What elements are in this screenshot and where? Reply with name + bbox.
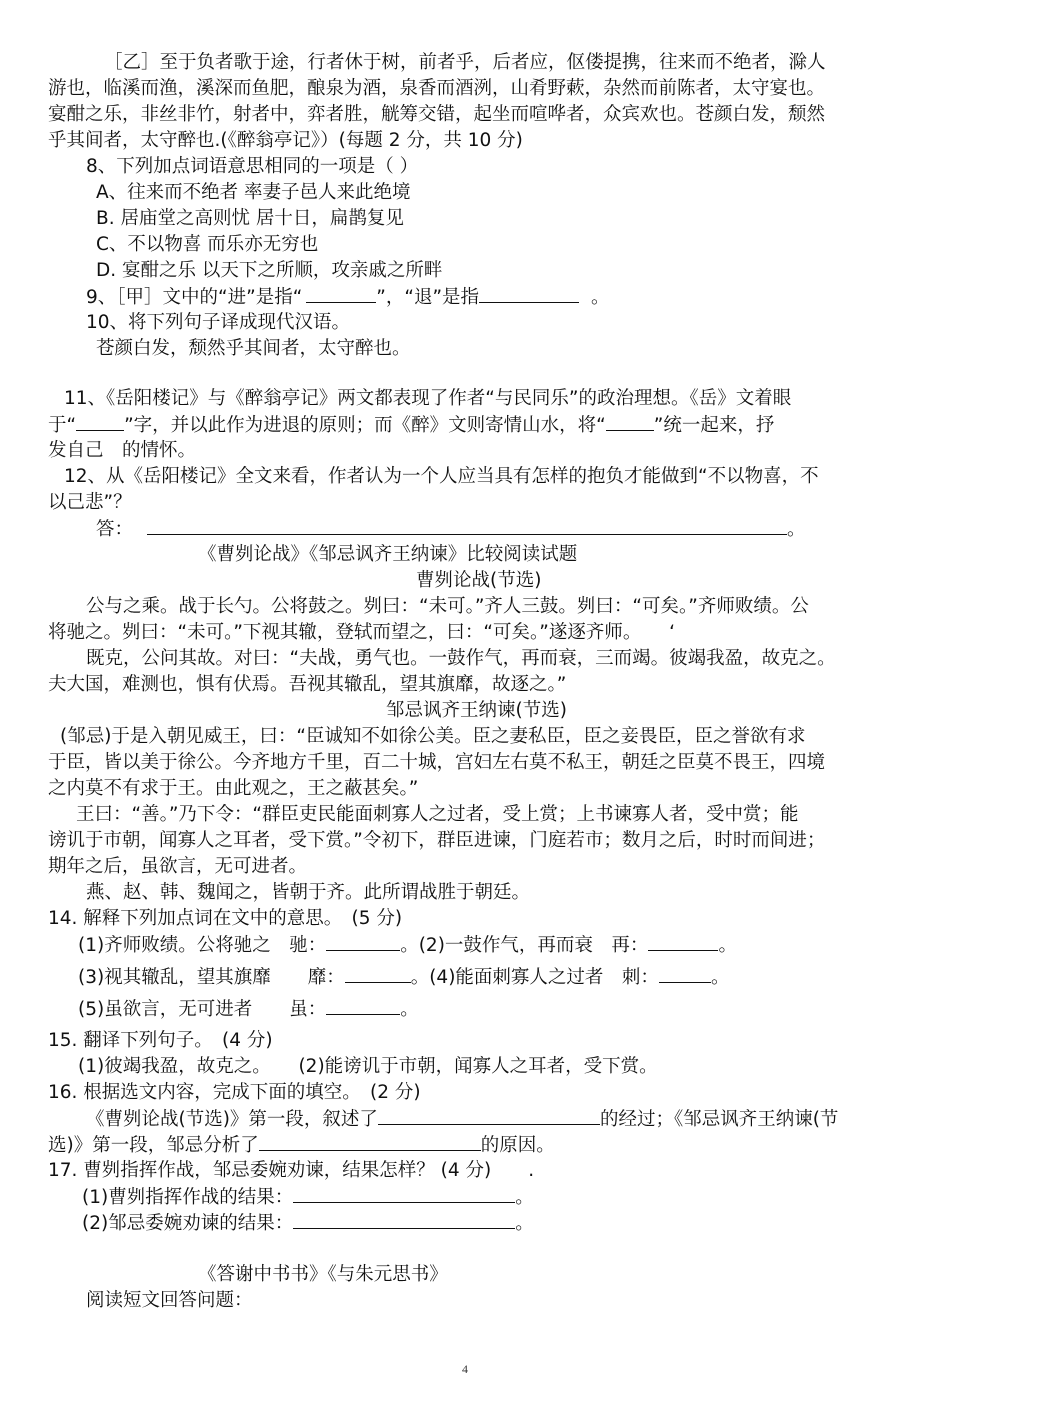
q9-part-2: ”，“退”是指	[376, 287, 480, 308]
q17-label-a: (1)曹刿指挥作战的结果：	[82, 1187, 294, 1208]
section2-subtitle-zouji: 邹忌讽齐王纳谏(节选)	[386, 700, 567, 721]
caogui-p2-line-1: 既克，公问其故。对曰：“夫战，勇气也。一鼓作气，再而衰，三而竭。彼竭我盈，故克之。	[86, 648, 836, 669]
q12-answer-end: 。	[787, 519, 806, 540]
section2-title: 《曹刿论战》《邹忌讽齐王纳谏》比较阅读试题	[198, 544, 578, 565]
q14-blank-zai[interactable]	[648, 932, 718, 951]
q11-text-a: 于“	[48, 415, 77, 436]
q12-line-1: 12、从《岳阳楼记》全文来看，作者认为一个人应当具有怎样的抱负才能做到“不以物喜，不	[64, 466, 819, 487]
q16-line-2	[48, 1132, 555, 1159]
q17-end-b: 。	[515, 1213, 534, 1234]
caogui-p2-line-2: 夫大国，难测也，惧有伏焉。吾视其辙乱，望其旗靡，故逐之。”	[48, 674, 567, 695]
section3-title: 《答谢中书书》《与朱元思书》	[198, 1264, 448, 1285]
q10-sentence: 苍颜白发，颓然乎其间者，太守醉也。	[96, 338, 411, 359]
q14-row-3-end: 。	[400, 999, 419, 1020]
q14-row-3	[78, 996, 419, 1023]
q11-line-1: 11、《岳阳楼记》与《醉翁亭记》两文都表现了作者“与民同乐”的政治理想。《岳》文着眼	[64, 388, 792, 409]
q10-stem: 10、将下列句子译成现代汉语。	[86, 312, 351, 333]
q15-items: (1)彼竭我盈，故克之。 (2)能谤讥于市朝，闻寡人之耳者，受下赏。	[78, 1056, 658, 1077]
q11-text-c: ”统一起来，抒	[653, 415, 775, 436]
zouji-p1-line-1: (邹忌)于是入朝见威王，曰：“臣诚知不如徐公美。臣之妻私臣，臣之妾畏臣，臣之誉欲有求	[60, 726, 806, 747]
passage-yi-line-2: 游也，临溪而渔，溪深而鱼肥，酿泉为酒，泉香而酒洌，山肴野蔌，杂然而前陈者，太守宴也。	[48, 78, 826, 99]
q11-line-2	[48, 412, 774, 439]
zouji-p2-line-3: 期年之后，虽欲言，无可进者。	[48, 856, 308, 877]
passage-yi-line-1: ［乙］至于负者歌于途，行者休于树，前者乎，后者应，伛偻提携，往来而不绝者，滁人	[104, 52, 826, 73]
q8-option-b: B. 居庙堂之高则忧 居十日，扁鹊复见	[96, 208, 404, 229]
zouji-p1-line-2: 于臣，皆以美于徐公。今齐地方千里，百二十城，宫妇左右莫不私王，朝廷之臣莫不畏王，四境	[48, 752, 826, 773]
q11-text-b: ”字，并以此作为进退的原则；而《醉》文则寄情山水，将“	[124, 415, 606, 436]
q16-blank-2[interactable]	[259, 1132, 481, 1151]
q14-item-4: 。(4)能面刺寡人之过者 刺：	[410, 967, 659, 988]
q14-item-3: (3)视其辙乱，望其旗靡 靡：	[78, 967, 345, 988]
q9-part-3: 。	[591, 287, 610, 308]
q17-blank-b[interactable]	[293, 1210, 515, 1229]
q16-text-c: 选)》第一段，邹忌分析了	[48, 1135, 259, 1156]
q12-answer-line	[96, 516, 806, 543]
q14-blank-ci[interactable]	[659, 964, 711, 983]
caogui-p1-line-1: 公与之乘。战于长勺。公将鼓之。刿曰：“未可。”齐人三鼓。刿曰：“可矣。”齐师败绩。公	[86, 596, 809, 617]
q17-blank-a[interactable]	[293, 1184, 515, 1203]
q8-option-c: C、不以物喜 而乐亦无穷也	[96, 234, 319, 255]
q12-line-2: 以己悲”？	[48, 492, 132, 513]
q14-row-1-end: 。	[718, 935, 737, 956]
q16-text-d: 的原因。	[480, 1135, 555, 1156]
zouji-p1-line-3: 之内莫不有求于王。由此观之，王之蔽甚矣。”	[48, 778, 419, 799]
q14-row-2-end: 。	[710, 967, 730, 988]
q16-text-a: 《曹刿论战(节选)》第一段，叙述了	[86, 1109, 378, 1130]
q9-blank-tui[interactable]	[479, 284, 579, 303]
q16-text-b: 的经过；《邹忌讽齐王纳谏(节	[599, 1109, 839, 1130]
q17-label-b: (2)邹忌委婉劝谏的结果：	[82, 1213, 294, 1234]
q14-stem: 14. 解释下列加点词在文中的意思。 (5 分)	[48, 908, 403, 929]
q17-line-a	[82, 1184, 534, 1211]
q14-row-2	[78, 964, 729, 991]
q15-stem: 15. 翻译下列句子。 (4 分)	[48, 1030, 273, 1051]
q14-row-1	[78, 932, 737, 959]
q16-line-1	[86, 1106, 838, 1133]
passage-yi-line-4: 乎其间者，太守醉也.(《醉翁亭记》）(每题 2 分，共 10 分)	[48, 130, 523, 151]
q17-line-b	[82, 1210, 534, 1237]
q11-line-3: 发自己 的情怀。	[48, 440, 197, 461]
q14-blank-chi[interactable]	[326, 932, 400, 951]
section2-subtitle-caogui: 曹刿论战(节选)	[416, 570, 542, 591]
q8-option-a: A、往来而不绝者 率妻子邑人来此绝境	[96, 182, 411, 203]
q9-line	[86, 284, 610, 311]
q8-stem: 8、下列加点词语意思相同的一项是（ ）	[86, 156, 419, 177]
q14-item-2: 。(2)一鼓作气，再而衰 再：	[400, 935, 649, 956]
q14-blank-mi[interactable]	[345, 964, 411, 983]
passage-yi-line-3: 宴酣之乐，非丝非竹，射者中，弈者胜，觥筹交错，起坐而喧哗者，众宾欢也。苍颜白发，颓然	[48, 104, 826, 125]
q12-answer-label: 答：	[96, 519, 134, 540]
q12-answer-blank[interactable]	[147, 516, 787, 535]
page-number: 4	[462, 1362, 468, 1376]
q8-option-d: D. 宴酣之乐 以天下之所顺，攻亲戚之所畔	[96, 260, 443, 281]
zouji-p2-line-2: 谤讥于市朝，闻寡人之耳者，受下赏。”令初下，群臣进谏，门庭若市；数月之后，时时而间进；	[48, 830, 826, 851]
q9-blank-jin[interactable]	[306, 284, 376, 303]
caogui-p1-line-2: 将驰之。刿曰：“未可。”下视其辙，登轼而望之，曰：“可矣。”遂逐齐师。 ‘	[48, 622, 675, 643]
q17-end-a: 。	[515, 1187, 534, 1208]
section3-instruction: 阅读短文回答问题：	[86, 1290, 253, 1311]
q14-item-1: (1)齐师败绩。公将驰之 驰：	[78, 935, 327, 956]
q14-item-5: (5)虽欲言，无可进者 虽：	[78, 999, 327, 1020]
q9-part-1: 9、［甲］文中的“进”是指“	[86, 287, 303, 308]
q14-blank-sui[interactable]	[326, 996, 400, 1015]
q16-stem: 16. 根据选文内容，完成下面的填空。 (2 分)	[48, 1082, 421, 1103]
q17-stem: 17. 曹刿指挥作战，邹忌委婉劝谏，结果怎样？ (4 分) .	[48, 1160, 535, 1181]
q11-blank-2[interactable]	[606, 412, 654, 431]
q11-blank-1[interactable]	[76, 412, 124, 431]
zouji-p3: 燕、赵、韩、魏闻之，皆朝于齐。此所谓战胜于朝廷。	[86, 882, 531, 903]
zouji-p2-line-1: 王曰：“善。”乃下令：“群臣吏民能面刺寡人之过者，受上赏；上书谏寡人者，受中赏；能	[76, 804, 799, 825]
q16-blank-1[interactable]	[378, 1106, 600, 1125]
